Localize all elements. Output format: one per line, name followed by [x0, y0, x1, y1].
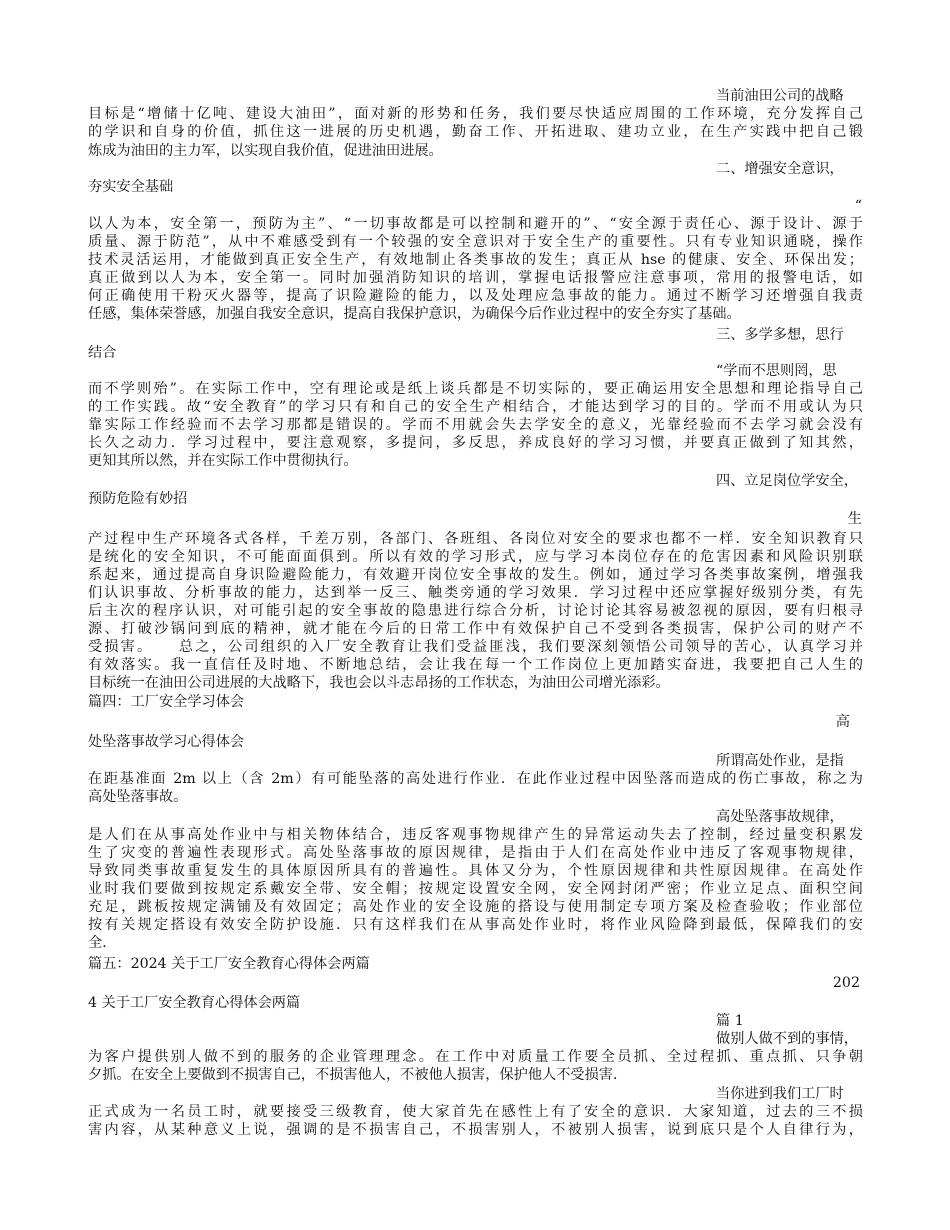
text-line: 何正确使用干粉灭火器等，提高了识险避险的能力，以及处理应急事故的能力。通过不断学习还增强自我责	[88, 288, 863, 304]
text-line: 源、打破沙锅问到底的精神，就才能在今后的日常工作中有效保护自己不受到各类损害，保护公司的财产不	[88, 621, 863, 637]
section-heading: 夯实安全基础	[88, 179, 174, 195]
section-heading: 篇五：2024 关于工厂安全教育心得体会两篇	[88, 956, 370, 972]
text-line: 而不学则殆”。在实际工作中，空有理论或是纸上谈兵都是不切实际的，要正确运用安全思想和理论指导自己	[88, 381, 863, 397]
section-heading: 4 关于工厂安全教育心得体会两篇	[88, 995, 301, 1011]
text-line: 长久之动力．学习过程中，要注意观察，多提问，多反思，养成良好的学习习惯，并要真正做到了知其然，	[88, 435, 863, 451]
section-heading: 篇 1	[716, 1013, 744, 1029]
text-line: 高处坠落事故。	[88, 789, 188, 805]
text-line: 202	[832, 975, 860, 991]
text-line: 夕抓。在安全上要做到不损害自己，不损害他人，不被他人损害，保护他人不受损害．	[88, 1067, 628, 1083]
text-line: 为客户提供别人做不到的服务的企业管理理念。在工作中对质量工作要全员抓、全过程抓、重点抓、只争朝	[88, 1049, 863, 1065]
text-line: 生了灾变的普遍性表现形式。高处坠落事故的原因规律，是指由于人们在高处作业中违反了客观事物规律，	[88, 845, 863, 861]
text-line: 技术灵活运用，才能做到真正安全生产，有效地制止各类事故的发生；真正从 hse 的健康、安全、环保出发；	[88, 252, 863, 268]
text-line: 质量、源于防范”，从中不难感受到有一个较强的安全意识对于安全生产的重要性。只有专业知识通晓，操作	[88, 234, 863, 250]
section-heading: 结合	[88, 345, 117, 361]
text-line: 做别人做不到的事情，	[716, 1031, 858, 1047]
text-line: 受损害。 总之，公司组织的入厂安全教育让我们受益匪浅，我们要深刻领悟公司领导的苦心，认真学习并	[88, 639, 863, 655]
text-line: “学而不思则罔，思	[716, 363, 837, 379]
text-line: 真正做到以人为本，安全第一。同时加强消防知识的培训，掌握电话报警应注意事项，常用的报警电话，如	[88, 270, 863, 286]
text-line: “	[854, 198, 862, 214]
text-line: 按有关规定搭设有效安全防护设施．只有这样我们在从事高处作业时，将作业风险降到最低，保障我们的安	[88, 917, 863, 933]
text-line: 的学识和自身的价值，抓住这一进展的历史机遇，勤奋工作、开拓进取、建功立业，在生产实践中把自己锻	[88, 124, 863, 140]
text-line: 当前油田公司的战略	[716, 88, 844, 104]
text-line: 目标统一在油田公司进展的大战略下，我也会以斗志昂扬的工作状态，为油田公司增光添彩。	[88, 675, 670, 691]
text-line: 靠实际工作经验而不去学习那都是错误的。学而不用就会失去学安全的意义，光靠经验而不去学习就会没有	[88, 417, 863, 433]
text-line: 正式成为一名员工时，就要接受三级教育，使大家首先在感性上有了安全的意识．大家知道，过去的三不损	[88, 1104, 863, 1120]
text-line: 充足，跳板按规定满铺及有效固定；高处作业的安全设施的搭设与使用制定专项方案及检查验收；作业部位	[88, 899, 863, 915]
text-line: 系起来，通过提高自身识险避险能力，有效避开岗位安全事故的发生。例如，通过学习各类事故案例，增强我	[88, 567, 863, 583]
text-line: 业时我们要做到按规定系戴安全带、安全帽；按规定设置安全网，安全网封闭严密；作业立足点、面积空间	[88, 881, 863, 897]
text-line: 的工作实践。故“安全教育”的学习只有和自己的安全生产相结合，才能达到学习的目的。学而不用或认为只	[88, 399, 863, 415]
text-line: 目标是“增储十亿吨、建设大油田”，面对新的形势和任务，我们要尽快适应周围的工作环境，充分发挥自己	[88, 106, 863, 122]
section-heading: 二、增强安全意识，	[716, 161, 844, 177]
text-line: 以人为本，安全第一，预防为主”、“一切事故都是可以控制和避开的”、“安全源于责任心、源于设计、源于	[88, 216, 863, 232]
section-heading: 处坠落事故学习心得体会	[88, 734, 245, 750]
text-line: 高	[835, 714, 850, 730]
text-line: 在距基准面 2m 以上（含 2m）有可能坠落的高处进行作业．在此作业过程中因坠落而造成的伤亡事故，称之为	[88, 771, 863, 787]
text-line: 任感，集体荣誉感，加强自我安全意识，提高自我保护意识，为确保今后作业过程中的安全夯实了基础。	[88, 306, 741, 322]
text-line: 导致同类事故重复发生的具体原因所具有的普遍性。具体又分为，个性原因规律和共性原因规律。在高处作	[88, 863, 863, 879]
section-heading: 篇四：工厂安全学习体会	[88, 694, 245, 710]
section-heading: 预防危险有妙招	[88, 491, 188, 507]
text-line: 们认识事故、分析事故的能力，达到举一反三、触类旁通的学习效果．学习过程中还应掌握好级别分类，有先	[88, 585, 863, 601]
text-line: 当你进到我们工厂时	[716, 1086, 844, 1102]
text-line: 是统化的安全知识，不可能面面俱到。所以有效的学习形式，应与学习本岗位存在的危害因素和风险识别联	[88, 549, 863, 565]
text-line: 是人们在从事高处作业中与相关物体结合，违反客观事物规律产生的异常运动失去了控制，经过量变积累发	[88, 827, 863, 843]
text-line: 后主次的程序认识，对可能引起的安全事故的隐患进行综合分析，讨论讨论其容易被忽视的原因，要有归根寻	[88, 603, 863, 619]
section-heading: 四、立足岗位学安全，	[716, 473, 858, 489]
text-line: 所谓高处作业，是指	[716, 753, 844, 769]
text-line: 有效落实。我一直信任及时地、不断地总结，会让我在每一个工作岗位上更加踏实奋进，我要把自己人生的	[88, 657, 863, 673]
text-line: 全．	[88, 935, 117, 951]
text-line: 高处坠落事故规律，	[716, 809, 844, 825]
text-line: 更知其所以然，并在实际工作中贯彻执行。	[88, 453, 358, 469]
text-line: 产过程中生产环境各式各样，千差万别，各部门、各班组、各岗位对安全的要求也都不一样．安全知识教育只	[88, 531, 863, 547]
text-line: 生	[847, 511, 862, 527]
section-heading: 三、多学多想，思行	[716, 327, 844, 343]
text-line: 害内容，从某种意义上说，强调的是不损害自己，不损害别人，不被别人损害，说到底只是个人自律行为，	[88, 1122, 863, 1138]
text-line: 炼成为油田的主力军，以实现自我价值，促进油田进展。	[88, 143, 443, 159]
